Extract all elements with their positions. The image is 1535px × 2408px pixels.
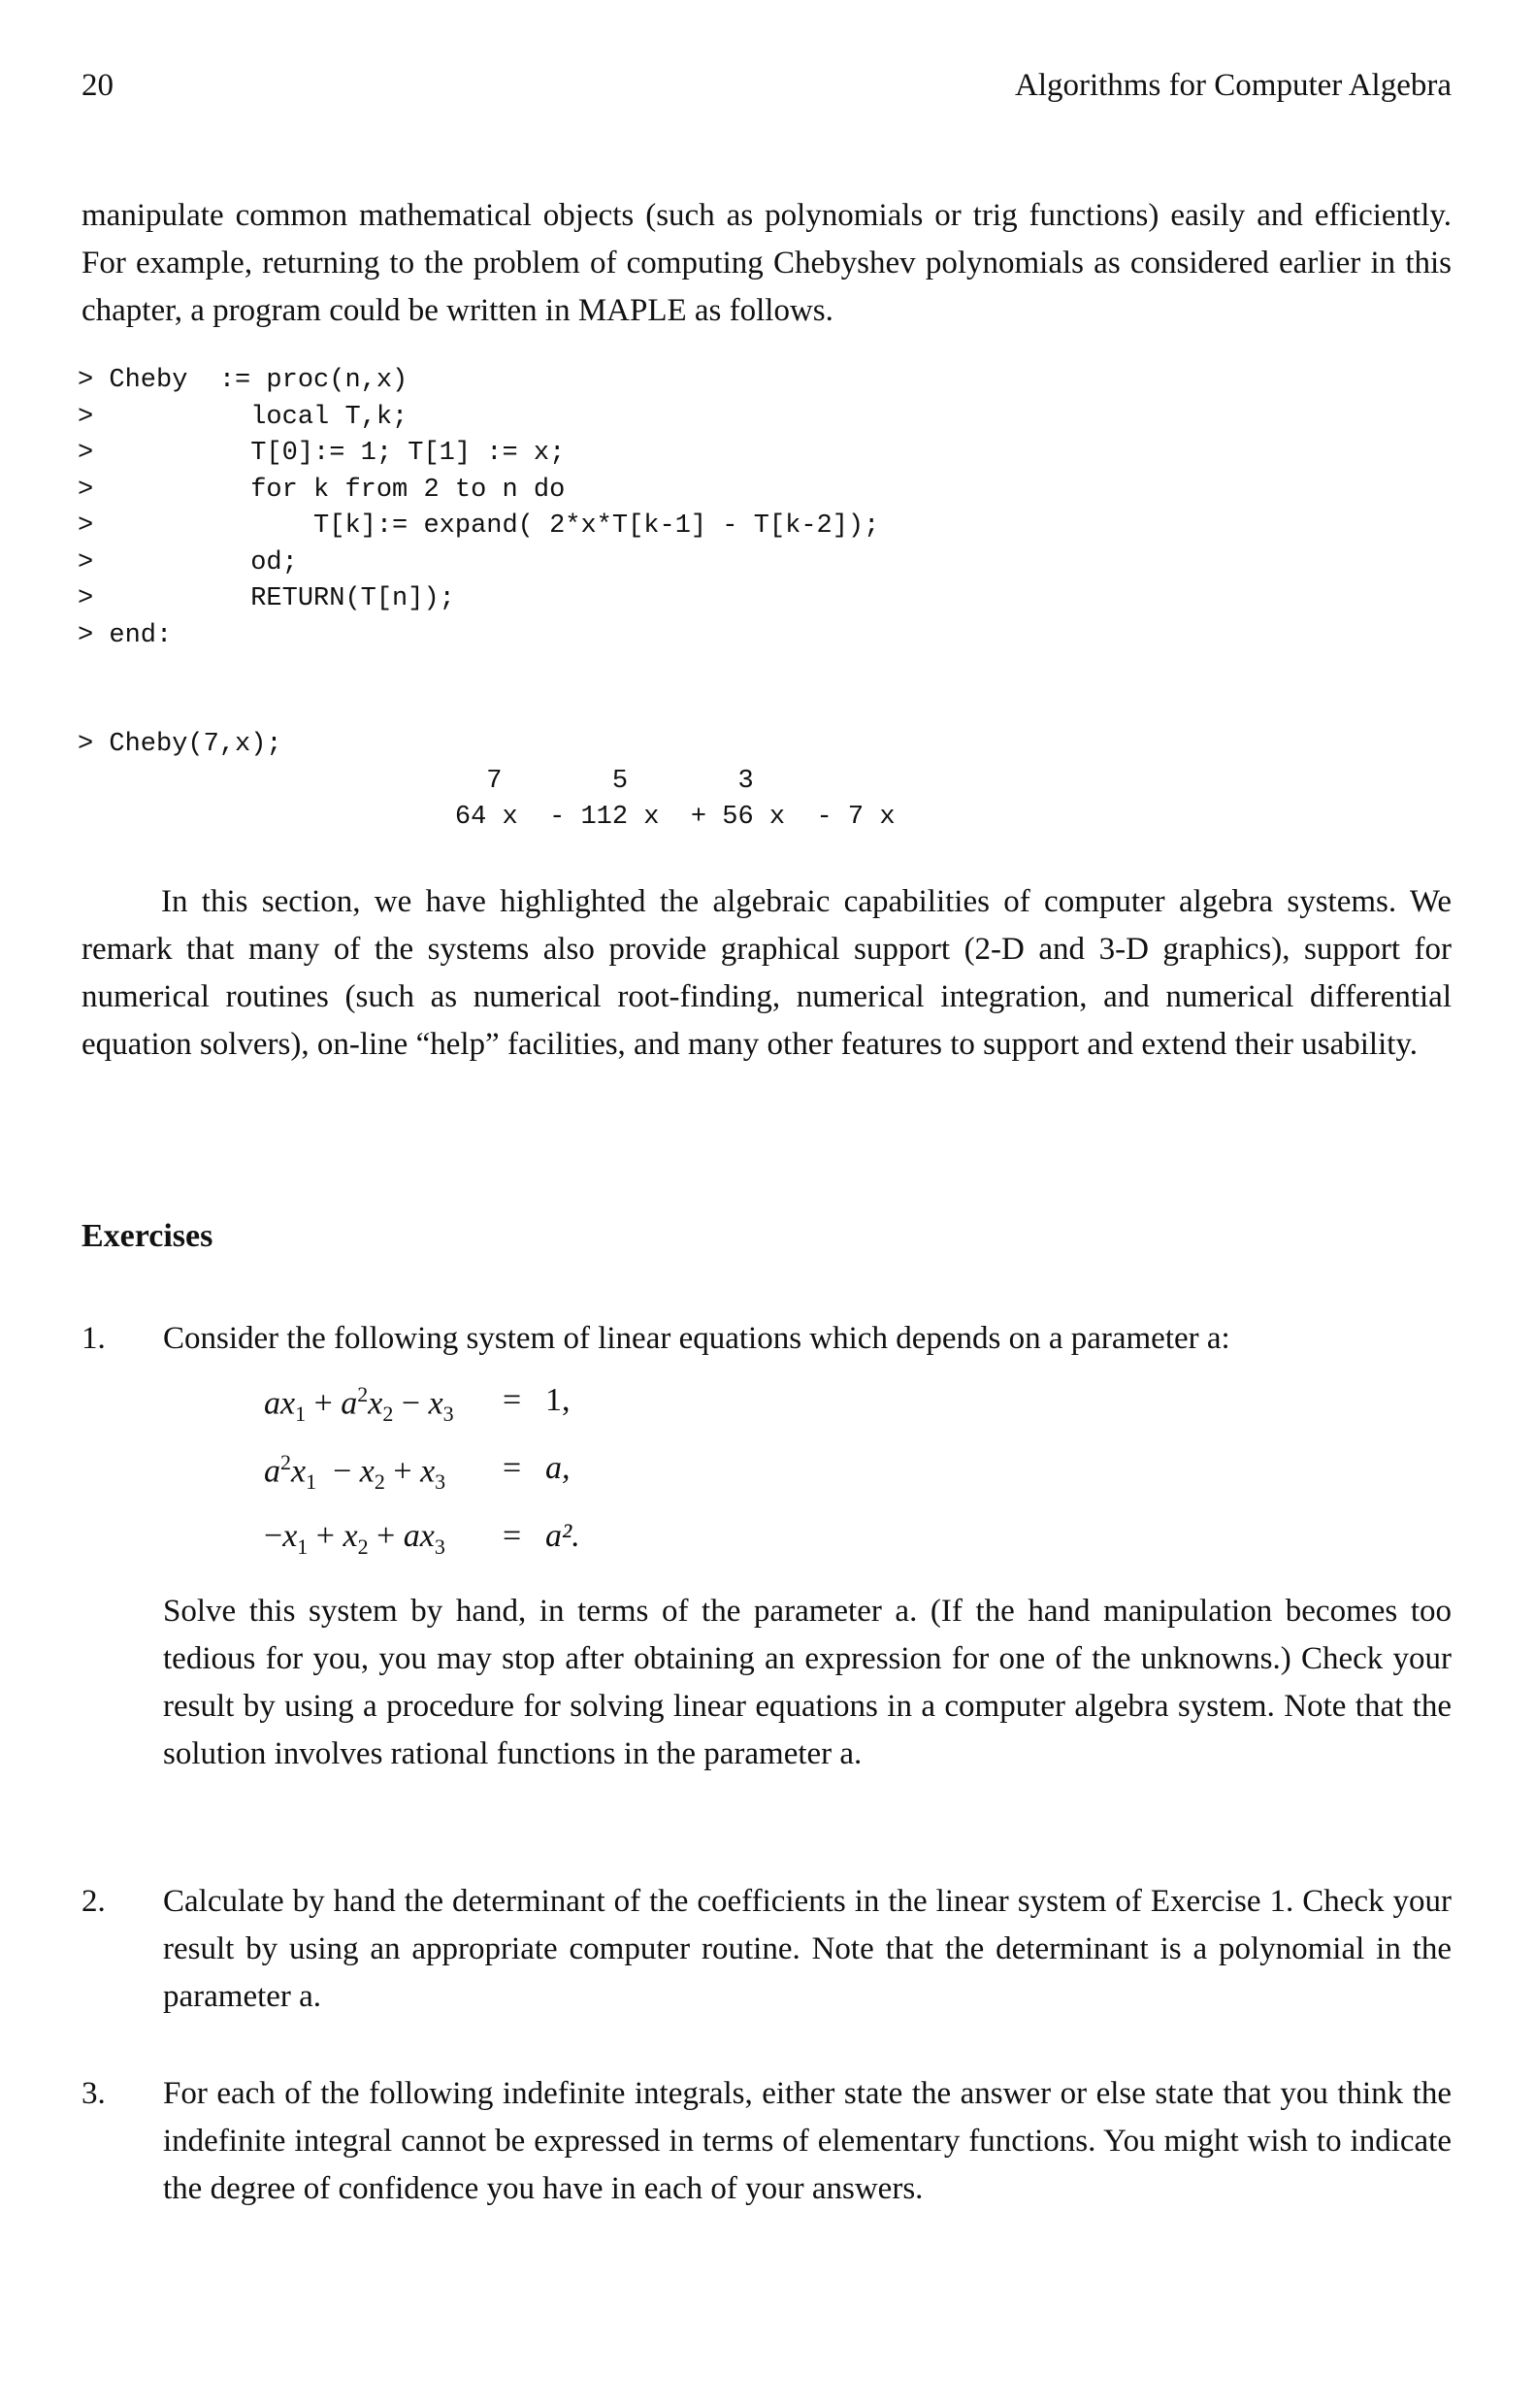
code-line: > T[k]:= expand( 2*x*T[k-1] - T[k-2]); <box>78 511 880 541</box>
exercises-heading: Exercises <box>82 1218 213 1254</box>
maple-call-code <box>78 727 896 837</box>
exercise-text: Consider the following system of linear equations which depends on a parameter a: <box>163 1321 1230 1356</box>
running-title: Algorithms for Computer Algebra <box>1014 68 1452 103</box>
output-exponents: 7 5 3 <box>78 766 754 796</box>
equation-rhs: 1, <box>545 1382 571 1418</box>
exercise-followup-text: Solve this system by hand, in terms of the parameter a. (If the hand manipulation becomes too tedious for you, you may stop after obtaining an expression for one of the unknowns.) Check your result by using a procedure for solving linear equations in a computer algebra system. Note that the solution involves rational functions in the parameter a. <box>163 1594 1452 1771</box>
exercise-text: For each of the following indefinite integrals, either state the answer or else state that you think the indefinite integral cannot be expressed in terms of elementary functions. You might wish to indicate the degree of confidence you have in each of your answers. <box>163 2076 1452 2206</box>
summary-paragraph: In this section, we have highlighted the algebraic capabilities of computer algebra systems. We remark that many of the systems also provide graphical support (2-D and 3-D graphics), support for numerical routines (such as numerical root-finding, numerical integration, and numerical differential equation solvers), on-line “help” facilities, and many other features to support and extend their usability. <box>82 884 1452 1062</box>
code-line: > end: <box>78 620 173 650</box>
output-terms: 64 x - 112 x + 56 x - 7 x <box>78 803 896 832</box>
exercise-text: Calculate by hand the determinant of the coefficients in the linear system of Exercise 1. Check your result by using an appropriate computer routine. Note that the determinant is a polynomial in the parameter a. <box>163 1884 1452 2014</box>
call-line: > Cheby(7,x); <box>78 730 282 759</box>
running-header <box>82 68 1452 115</box>
equation-rhs: a, <box>545 1450 571 1486</box>
maple-procedure-code <box>78 363 879 654</box>
equation-lhs: $-x_1 + x_2 + ax_3$ <box>264 1518 445 1559</box>
equation-lhs: $a^2x_1 - x_2 + x_3$ <box>264 1450 446 1495</box>
code-line: > od; <box>78 547 298 577</box>
intro-paragraph: manipulate common mathematical objects (such as polynomials or trig functions) easily and efficiently. For example, returning to the problem of computing Chebyshev polynomials as considered earlier in this chapter, a program could be written in MAPLE as follows. <box>82 198 1452 328</box>
code-line: > for k from 2 to n do <box>78 475 566 505</box>
equation-rhs: a². <box>545 1518 580 1554</box>
equation-relation: = <box>503 1518 522 1554</box>
equation-relation: = <box>503 1382 522 1418</box>
equation-relation: = <box>503 1450 522 1486</box>
exercise-number: 2. <box>82 1884 106 1919</box>
equation-lhs: $ax_1 + a^2x_2 - x_3$ <box>264 1382 454 1427</box>
code-line: > T[0]:= 1; T[1] := x; <box>78 439 566 468</box>
exercise-number: 1. <box>82 1321 106 1356</box>
code-line: > Cheby := proc(n,x) <box>78 366 408 395</box>
exercise-number: 3. <box>82 2076 106 2111</box>
code-line: > local T,k; <box>78 402 408 432</box>
page-number: 20 <box>82 68 114 103</box>
code-line: > RETURN(T[n]); <box>78 584 455 613</box>
